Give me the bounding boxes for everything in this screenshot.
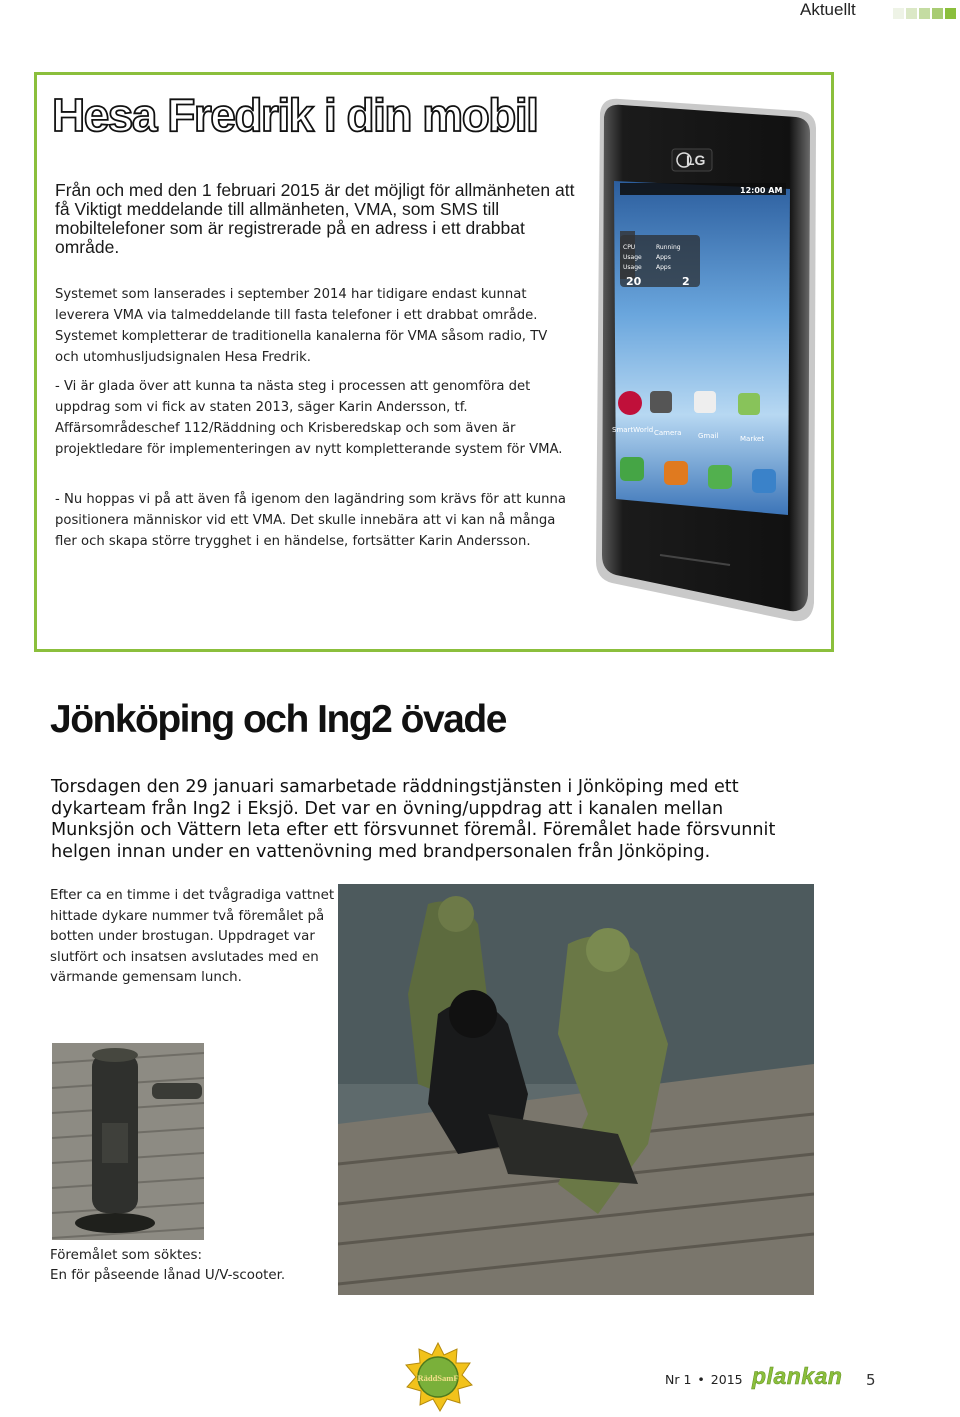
article-paragraph: - Vi är glada över att kunna ta nästa steg i processen att genomföra det uppdrag som vi fick av staten 2013, säger Karin Andersson, tf. Affärsområdeschef 112/Räddning och Krisberedskap och som även är projektledare för implementeringen av nytt kompletterande system för VMA. <box>55 379 563 457</box>
article-paragraph: - Nu hoppas vi på att även få igenom den lagändring som krävs för att kunna positionera människor vid ett VMA. Det skulle innebära att vi kan nå många fler och skapa större trygghet i en händelse, fortsätter Karin Andersson. <box>55 492 566 549</box>
article-paragraph: Efter ca en timme i det tvågradiga vattnet hittade dykare nummer två föremålet på botten under brostugan. Uppdraget var slutfört och insatsen avslutades med en värmande gemensam lunch. <box>50 888 335 986</box>
article-lead: Torsdagen den 29 januari samarbetade räddningstjänsten i Jönköping med ett dykarteam från Ing2 i Eksjö. Det var en övning/uppdrag att i kanalen mellan Munksjön och Vättern leta efter ett försvunnet föremål. Föremålet hade försvunnit helgen innan under en vattenövning med brandpersonalen från Jönköping. <box>51 777 776 862</box>
section-label: Aktuellt <box>800 0 856 19</box>
svg-text:Apps: Apps <box>656 254 671 261</box>
svg-text:20: 20 <box>626 275 642 288</box>
svg-text:2: 2 <box>682 275 690 288</box>
header-square <box>932 8 943 19</box>
article-paragraph: Systemet som lanserades i september 2014 har tidigare endast kunnat leverera VMA via talmeddelande till fasta telefoner i ett drabbat område. Systemet kompletterar de traditionella kanalerna för VMA såsom radio, TV och utomhusljudsignalen Hesa Fredrik. <box>55 287 548 365</box>
page-number: 5 <box>866 1371 876 1389</box>
caption-line: Föremålet som söktes: <box>50 1248 202 1263</box>
raddsamf-logo <box>402 1341 474 1413</box>
svg-text:Usage: Usage <box>623 254 642 261</box>
header-square <box>945 8 956 19</box>
scooter-photo <box>52 1043 204 1240</box>
issue-info: Nr 1 • 2015 <box>665 1372 743 1387</box>
caption-line: En för påseende lånad U/V-scooter. <box>50 1268 286 1283</box>
svg-text:Gmail: Gmail <box>698 432 719 440</box>
logo-text: RäddSamF <box>417 1373 459 1383</box>
svg-text:Running: Running <box>656 244 681 251</box>
svg-text:Usage: Usage <box>623 264 642 271</box>
phone-image <box>590 95 822 625</box>
article-lead: Från och med den 1 februari 2015 är det möjligt för allmänheten att få Viktigt meddelande till allmänheten, VMA, som SMS till mobiltelefoner som är registrerade på en adress i ett drabbat område. <box>55 180 575 257</box>
article-title: Hesa Fredrik i din mobil <box>52 89 538 141</box>
header-square <box>893 8 904 19</box>
phone-time: 12:00 AM <box>740 186 783 195</box>
photo-caption <box>50 1246 335 1286</box>
article-title: Jönköping och Ing2 övade <box>50 698 506 741</box>
issue-year: 2015 <box>710 1372 743 1387</box>
header-square <box>906 8 917 19</box>
svg-text:CPU: CPU <box>623 244 636 251</box>
svg-text:Apps: Apps <box>656 264 671 271</box>
divers-photo <box>338 884 814 1295</box>
svg-text:Camera: Camera <box>654 429 682 437</box>
svg-text:Market: Market <box>740 435 765 443</box>
issue-number: Nr 1 <box>665 1372 692 1387</box>
header-decoration <box>893 2 960 20</box>
svg-text:SmartWorld: SmartWorld <box>612 426 654 434</box>
phone-brand: LG <box>686 152 706 168</box>
header-square <box>919 8 930 19</box>
magazine-brand: plankan <box>752 1363 843 1389</box>
